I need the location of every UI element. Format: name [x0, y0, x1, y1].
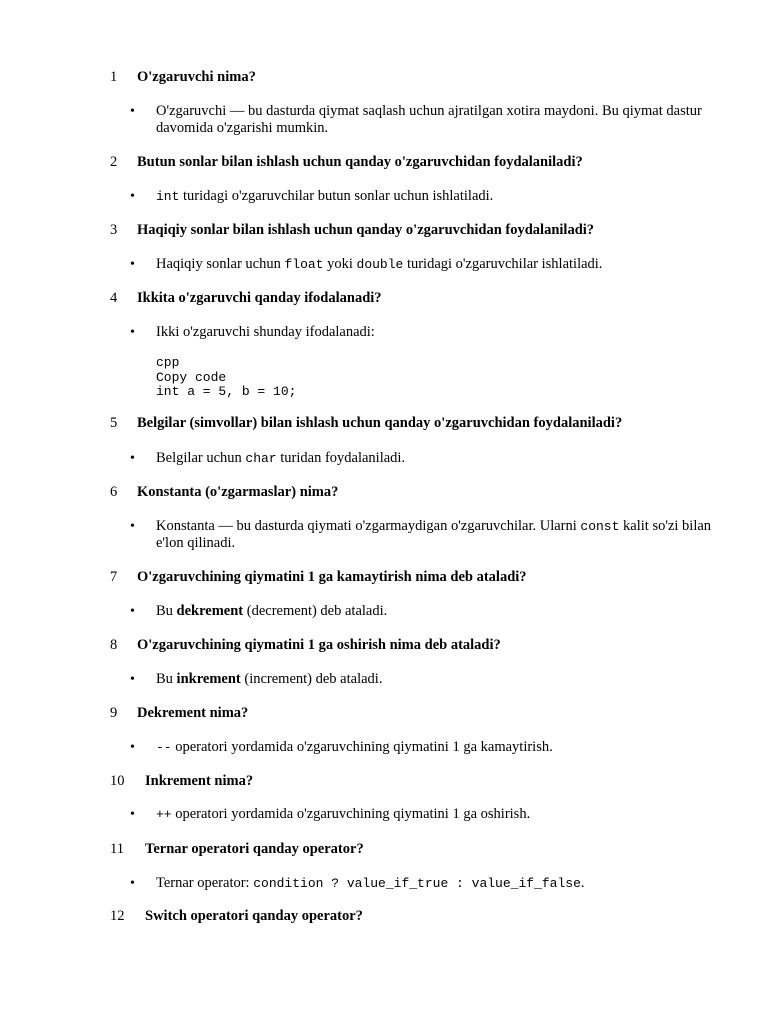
- bold-term: dekrement: [176, 603, 244, 619]
- question-title: O'zgaruvchi nima?: [137, 69, 256, 85]
- question-title: Butun sonlar bilan ishlash uchun qanday o'zgaruvchidan foydalaniladi?: [137, 154, 583, 170]
- code-block: [156, 356, 296, 400]
- question-number: 7: [110, 569, 118, 585]
- answer-2: [130, 188, 720, 205]
- answer-4: [130, 324, 720, 341]
- question-number: 2: [110, 154, 118, 170]
- answer-text: Konstanta — bu dasturda qiymati o'zgarmaydigan o'zgaruvchilar. Ularni: [156, 518, 581, 534]
- question-number: 11: [110, 841, 124, 857]
- answer-11: [130, 875, 720, 892]
- bullet-icon: •: [130, 451, 135, 466]
- answer-text: O'zgaruvchi — bu dasturda qiymat saqlash uchun ajratilgan xotira maydoni. Bu qiymat dastur davomida o'zgarishi mumkin.: [156, 103, 702, 136]
- bullet-icon: •: [130, 876, 135, 891]
- inline-code: ++: [156, 807, 172, 822]
- answer-text: (decrement) deb ataladi.: [243, 603, 388, 619]
- answer-5: [130, 450, 720, 467]
- question-6: [110, 484, 730, 501]
- answer-10: [130, 806, 720, 823]
- question-3: [110, 222, 730, 239]
- answer-1: [130, 103, 720, 137]
- code-line: int a = 5, b = 10;: [156, 384, 297, 399]
- answer-text: Belgilar uchun: [156, 450, 246, 466]
- bullet-icon: •: [130, 740, 135, 755]
- inline-code: char: [245, 451, 277, 466]
- question-number: 4: [110, 290, 118, 306]
- question-10: [110, 773, 730, 790]
- answer-text: Bu: [156, 603, 177, 619]
- answer-6: [130, 518, 720, 552]
- bullet-icon: •: [130, 104, 135, 119]
- question-12: [110, 908, 730, 925]
- question-title: Belgilar (simvollar) bilan ishlash uchun qanday o'zgaruvchidan foydalaniladi?: [137, 415, 623, 431]
- question-number: 5: [110, 415, 118, 431]
- question-5: [110, 415, 730, 432]
- bullet-icon: •: [130, 325, 135, 340]
- answer-text: (increment) deb ataladi.: [240, 671, 383, 687]
- inline-code: double: [356, 257, 404, 272]
- inline-code: int: [156, 189, 180, 204]
- question-4: [110, 290, 730, 307]
- answer-3: [130, 256, 720, 273]
- question-1: [110, 69, 730, 86]
- bullet-icon: •: [130, 604, 135, 619]
- inline-code: float: [284, 257, 324, 272]
- question-number: 12: [110, 908, 125, 924]
- answer-7: [130, 603, 720, 620]
- code-line: cpp: [156, 355, 180, 370]
- answer-text: kalit so'zi bilan e'lon qilinadi.: [156, 518, 712, 551]
- question-8: [110, 637, 730, 654]
- inline-code: const: [580, 519, 620, 534]
- question-title: Ternar operatori qanday operator?: [145, 841, 364, 857]
- question-title: Konstanta (o'zgarmaslar) nima?: [137, 484, 339, 500]
- answer-9: [130, 739, 720, 756]
- question-title: Dekrement nima?: [137, 705, 249, 721]
- bullet-icon: •: [130, 519, 135, 534]
- question-title: Inkrement nima?: [145, 773, 254, 789]
- answer-text: operatori yordamida o'zgaruvchining qiymatini 1 ga kamaytirish.: [171, 739, 553, 755]
- question-title: Switch operatori qanday operator?: [145, 908, 363, 924]
- question-9: [110, 705, 730, 722]
- inline-code: --: [156, 740, 172, 755]
- question-title: O'zgaruvchining qiymatini 1 ga oshirish nima deb ataladi?: [137, 637, 501, 653]
- question-11: [110, 841, 730, 858]
- answer-text: turidagi o'zgaruvchilar ishlatiladi.: [403, 256, 603, 272]
- question-title: Ikkita o'zgaruvchi qanday ifodalanadi?: [137, 290, 382, 306]
- bullet-icon: •: [130, 257, 135, 272]
- question-2: [110, 154, 730, 171]
- question-number: 3: [110, 222, 118, 238]
- answer-text: turidan foydalaniladi.: [276, 450, 406, 466]
- answer-text: Haqiqiy sonlar uchun: [156, 256, 285, 272]
- bullet-icon: •: [130, 807, 135, 822]
- question-title: O'zgaruvchining qiymatini 1 ga kamaytirish nima deb ataladi?: [137, 569, 527, 585]
- answer-text: yoki: [323, 256, 357, 272]
- question-7: [110, 569, 730, 586]
- answer-text: operatori yordamida o'zgaruvchining qiymatini 1 ga oshirish.: [171, 806, 531, 822]
- question-number: 6: [110, 484, 118, 500]
- answer-8: [130, 671, 720, 688]
- answer-text: Ikki o'zgaruvchi shunday ifodalanadi:: [156, 324, 375, 340]
- answer-text: Bu: [156, 671, 177, 687]
- question-number: 8: [110, 637, 118, 653]
- question-title: Haqiqiy sonlar bilan ishlash uchun qanday o'zgaruvchidan foydalaniladi?: [137, 222, 595, 238]
- answer-text: Ternar operator:: [156, 875, 254, 891]
- copy-code-button[interactable]: Copy code: [156, 369, 227, 385]
- question-number: 10: [110, 773, 125, 789]
- question-number: 9: [110, 705, 118, 721]
- answer-text: turidagi o'zgaruvchilar butun sonlar uchun ishlatiladi.: [179, 188, 494, 204]
- bullet-icon: •: [130, 672, 135, 687]
- answer-text: .: [580, 875, 585, 891]
- question-number: 1: [110, 69, 118, 85]
- bold-term: inkrement: [176, 671, 241, 687]
- inline-code: condition ? value_if_true : value_if_false: [253, 876, 581, 891]
- bullet-icon: •: [130, 189, 135, 204]
